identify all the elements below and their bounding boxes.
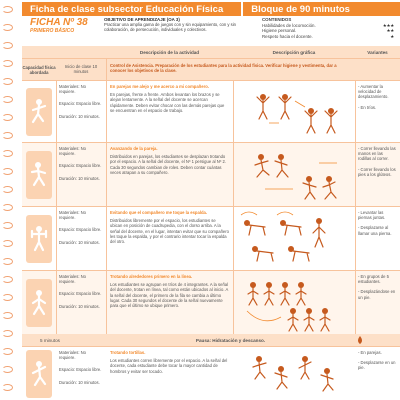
variant-item: - En parejas. <box>358 350 382 355</box>
materials-text: Materiales: No requiere. <box>59 146 86 157</box>
activity-text: Los estudiantes corren libremente por el espacio. A la señal del docente, cada estudiante debe tocar la mayor cantidad de hombros y evitar ser tocado. <box>110 358 228 374</box>
start-minutes: Inicio de clase 10 minutos <box>64 64 98 75</box>
objective-text: Practicar una amplia gama de juegos con y sin equipamiento, con y sin colaboración, de persecución, individuales y colectivos. <box>104 22 236 32</box>
pause-text: Pausa: Hidratación y descanso. <box>195 337 266 343</box>
activity-table <box>22 46 400 400</box>
contents <box>262 17 400 43</box>
duration-text: Duración: 10 minutos. <box>59 239 100 245</box>
column-header-description: Descripción de la actividad <box>106 46 233 58</box>
tag-illustration <box>233 347 355 400</box>
graphic-cell <box>233 347 355 400</box>
space-text: Espacio: Espacio libre. <box>59 291 102 297</box>
activity-text: Distribuidos en parejas, los estudiantes se desplazan trotando por el espacio. A la señal del docente, el Nº 1 persigue al Nº 2. Cada 30 segundos cambian de roles. Deben contar cuántas veces atrapan a su compañero. <box>110 154 226 175</box>
variant-item: - Desplazarse al llamar una pierna. <box>358 225 392 236</box>
variant-item: - En tríos. <box>358 104 377 110</box>
activity-text: Los estudiantes se agrupan en tríos de 4 integrantes. A la señal del docente, trotan en línea, tal como están ubicados al inicio. A la señal del docente, el primero de la fila se cambia a último lugar. Cada 30 segundos el docente de la señal nuevamente para que el último se ubique primero. <box>110 282 229 309</box>
activity-title: Trotando tortillas. <box>110 350 146 355</box>
lesson-info <box>22 17 400 43</box>
duration-text: Duración: 10 minutos. <box>59 303 100 309</box>
column-header-variants: Variantes <box>355 46 400 58</box>
table-row <box>22 206 400 270</box>
variant-item: - Desplazándose en un pie. <box>358 289 396 300</box>
variant-item: - Correr llevando las manos en las rodillas al correr. <box>358 146 396 162</box>
content-item: Respeto hacia el docente. ★ <box>262 33 394 39</box>
graphic-cell <box>233 271 355 334</box>
variant-item: - Levantar las piernas juntas. <box>358 210 386 221</box>
space-text: Espacio: Espacio libre. <box>59 101 102 107</box>
table-row <box>22 80 400 142</box>
pause-row <box>22 334 400 346</box>
capacity-label: Capacidad física abordada <box>22 64 56 75</box>
capacity-cell <box>22 143 56 206</box>
activity-title: En parejas me alejo y me acerco a mi compañero. <box>110 84 209 89</box>
line-jog-illustration <box>233 271 355 335</box>
description-cell <box>106 81 233 142</box>
jogging-icon <box>26 279 52 327</box>
variant-item: - Desplazarse en un pie. <box>358 360 396 371</box>
block-duration: Bloque de 90 minutos <box>251 3 350 15</box>
materials-cell <box>56 271 106 334</box>
materials-cell <box>56 143 106 206</box>
duration-text: Duración: 10 minutos. <box>59 113 100 119</box>
grade-level: PRIMERO BÁSICO <box>30 28 75 34</box>
table-row <box>22 346 400 400</box>
sheet-title: Ficha de clase subsector Educación Física <box>30 3 224 15</box>
pause-minutes: 5 minutos <box>40 337 60 343</box>
objective-label: OBJETIVO DE APRENDIZAJE (OA 3) <box>104 17 180 22</box>
capacity-cell <box>22 59 56 80</box>
column-header-graphic: Descripción gráfica <box>233 46 355 58</box>
variants-cell <box>355 271 400 334</box>
activity-text: Distribuidos libremente por el espacio, los estudiantes se ubican en posición de cuadrupedia, con el dorso arriba. A la señal del docente, en el lugar, intentan evitar que su compañero les toque la espalda, y por el contrario intentar tocar la espalda del otro. <box>110 218 229 245</box>
description-cell <box>106 207 233 270</box>
tag-game-icon <box>26 350 52 398</box>
chase-illustration <box>233 143 355 207</box>
materials-text: Materiales: No requiere. <box>59 274 86 285</box>
star-rating: ★ <box>390 33 394 39</box>
capacity-cell <box>22 81 56 142</box>
materials-cell <box>56 347 106 400</box>
materials-cell <box>56 207 106 270</box>
star-rating: ★★ <box>386 28 394 33</box>
activity-title: Avanzando de la pareja. <box>110 146 158 151</box>
variant-item: - Aumentar la velocidad de desplazamiento. <box>358 84 389 100</box>
variants-cell <box>355 207 400 270</box>
duration-text: Duración: 10 minutos. <box>59 175 100 181</box>
variants-cell <box>355 81 400 142</box>
star-rating: ★★★ <box>382 22 394 28</box>
start-description: Control de Asistencia. Preparación de los estudiantes para la actividad física. Verificar higiene y vestimenta, dar a conocer los objetivos de la clase. <box>110 63 337 74</box>
materials-cell <box>56 81 106 142</box>
graphic-cell <box>233 143 355 206</box>
header-bar <box>22 2 400 16</box>
capacity-cell <box>22 347 56 400</box>
ficha-id <box>22 17 104 43</box>
table-row <box>22 58 400 80</box>
description-cell <box>106 271 233 334</box>
pairs-illustration <box>233 81 355 143</box>
spiral-binding <box>2 6 14 400</box>
description-cell <box>106 143 233 206</box>
content-item: Habilidades de locomoción. ★★★ <box>262 22 394 28</box>
table-row <box>22 142 400 206</box>
variants-cell <box>355 143 400 206</box>
materials-text: Materiales: No requiere. <box>59 350 86 361</box>
quadruped-illustration <box>233 207 355 271</box>
space-text: Espacio: Espacio libre. <box>59 367 102 373</box>
materials-text: Materiales: No requiere. <box>59 84 86 95</box>
water-icon <box>355 335 400 346</box>
content-item: Higiene personal. ★★ <box>262 28 394 33</box>
graphic-cell <box>233 81 355 142</box>
capacity-cell <box>22 271 56 334</box>
chase-icon <box>26 151 52 199</box>
variant-item: - En grupos de 5 estudiantes. <box>358 274 389 285</box>
ficha-number: FICHA Nº 38 <box>30 17 88 28</box>
description-cell <box>106 347 233 400</box>
runner-icon <box>26 88 52 136</box>
activity-title: Trotando alrededores primero en la línea. <box>110 274 193 279</box>
variant-item: - Correr llevando los pies a los glúteos. <box>358 166 396 177</box>
contents-title: CONTENIDOS <box>262 17 292 22</box>
graphic-cell <box>233 207 355 270</box>
materials-text: Materiales: No requiere. <box>59 210 86 221</box>
space-text: Espacio: Espacio libre. <box>59 227 102 233</box>
activity-title: Evitando que el compañero me toque la espalda. <box>110 210 208 215</box>
space-text: Espacio: Espacio libre. <box>59 163 102 169</box>
strength-icon <box>26 215 52 263</box>
duration-text: Duración: 10 minutos. <box>59 379 100 385</box>
objective <box>104 17 262 43</box>
activity-text: En parejas, frente a frente. Ambos levantan los brazos y se alejan lentamente. A la señal del docente se acercan rápidamente. Deben evitar chocar con las demás parejas que se encuentran en el espacio de trabajo. <box>110 92 225 113</box>
column-header-capacity <box>22 46 106 58</box>
variants-cell <box>355 347 400 400</box>
capacity-cell <box>22 207 56 270</box>
table-row <box>22 270 400 334</box>
